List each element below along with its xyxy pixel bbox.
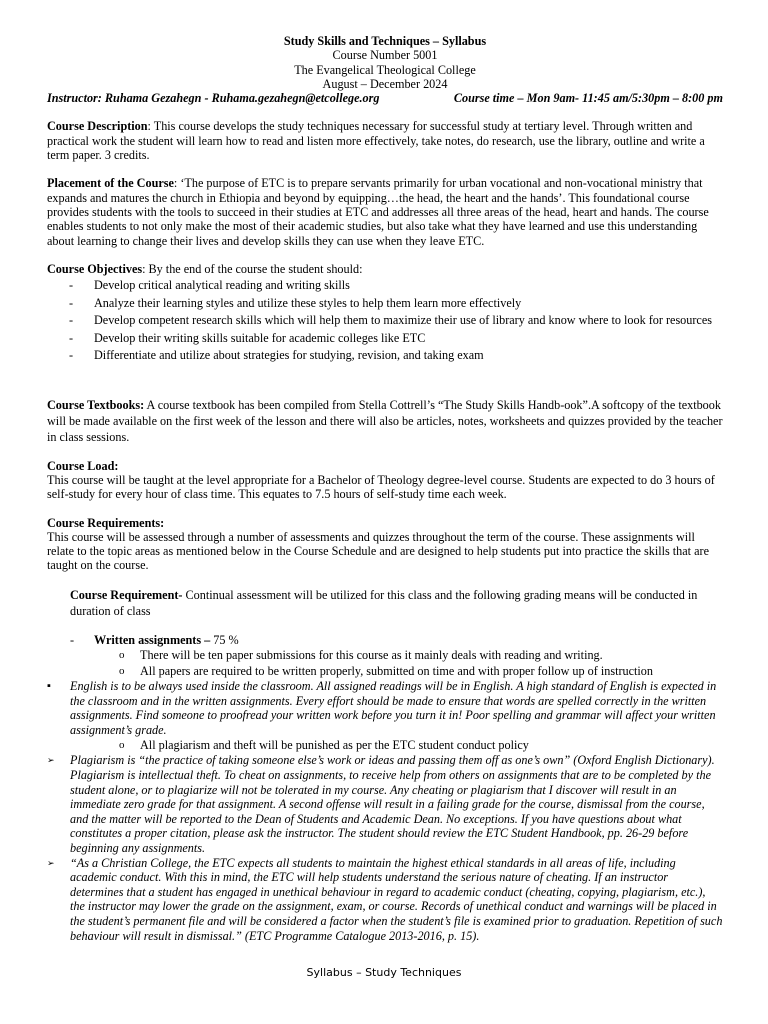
course-description-label: Course Description (47, 119, 148, 134)
objective-item: - Develop their writing skills suitable for academic colleges like ETC (47, 331, 723, 347)
course-placement-label: Placement of the Course (47, 176, 174, 191)
ethical-conduct-policy: ➢ “As a Christian College, the ETC expects all students to maintain the highest ethical standards in all areas of life, including academic conduct. With this in mind, the ETC will help students understand the serious nature of cheating. If an instructor determines that a student has engaged in unethical behaviour in regard to academic conduct (cheating, copying, plagiarism, etc.), the instructor may lower the grade on the assignment, exam, or course. Records of unethical conduct and warnings will be placed in the student’s permanent file and will be considered a factor when the student’s file is examined prior to graduation. Repetition of such behaviour will result in dismissal.” (ETC Programme Catalogue 2013-2016, p. 15). (47, 856, 723, 944)
english-policy: ▪ English is to be always used inside the classroom. All assigned readings will be in English. A high standard of English is expected in the classroom and in the written assignments. Every effort should be made to ensure that words are spelled correctly in the written assignments. Find someone to proofread your written work before you turn it in! Poor spelling and grammar will affect your written assignment’s grade. (47, 679, 723, 737)
written-sub-item: o There will be ten paper submissions for this course as it mainly deals with reading and writing. (47, 647, 723, 663)
course-objectives-text: : By the end of the course the student should: (142, 261, 363, 276)
course-load-label: Course Load: (47, 458, 119, 473)
course-placement-text: : ‘The purpose of ETC is to prepare servants primarily for urban vocational and non-vocational ministry that expands and matures the church in Ethiopia and beyond by equipping…the head, the heart and the hands’. This foundational course provides students with the tools to succeed in their studies at ETC and addresses all three areas of the head, heart and hands. The course enables students to not only make the most of their academic studies, but also take what they have learned and use this understanding about learning to change their lives and develop skills they can use when they leave ETC. (47, 176, 709, 248)
course-load-text: This course will be taught at the level appropriate for a Bachelor of Theology degree-level course. Students are expected to do 3 hours of self-study for every hour of class time. This equates to 7.5 hours of self-study time each week. (47, 472, 715, 502)
course-description-text: : This course develops the study techniques necessary for successful study at tertiary level. Through written and practical work the student will learn how to read and listen more effectively, take notes, do research, use the library, outline and write a term paper. 3 credits. (47, 119, 705, 163)
course-time: Course time – Mon 9am- 11:45 am/5:30pm – 8:00 pm (453, 91, 723, 106)
written-sub-item: o All plagiarism and theft will be punished as per the ETC student conduct policy (47, 737, 723, 753)
course-textbooks-text: A course textbook has been compiled from Stella Cottrell’s “The Study Skills Handb-ook”.A softcopy of the textbook will be made available on the first week of the lesson and there will also be articles, notes, worksheets and quizzes provided by the teacher in class sessions. (47, 397, 723, 444)
course-objectives-list (47, 278, 723, 364)
course-requirement-grading (70, 587, 723, 619)
course-requirement-label: Course Requirement- (70, 587, 183, 602)
written-assignments-weight: 75 % (210, 632, 239, 647)
document-header (47, 34, 723, 91)
objective-item: - Differentiate and utilize about strategies for studying, revision, and taking exam (47, 348, 723, 364)
instructor-info: Instructor: Ruhama Gezahegn - Ruhama.gezahegn@etcollege.org (47, 91, 380, 106)
course-placement (47, 176, 723, 247)
written-assignments-label: Written assignments – (94, 632, 211, 647)
course-requirements (47, 516, 723, 573)
course-load (47, 459, 723, 502)
course-description (47, 119, 723, 162)
plagiarism-policy: ➢ Plagiarism is “the practice of taking someone else’s work or ideas and passing them off as one’s own” (Oxford English Dictionary). Plagiarism is intellectual theft. To cheat on assignments, to receive help from others on assignments that are to be completed by the student alone, or to plagiarize will not be tolerated in my course. Any cheating or plagiarism that I discover will result in an immediate zero grade for that assignment. A second offense will result in a failing grade for the course, dismissal from the course, and the matter will be reported to the Dean of Students and Academic Dean. No exceptions. If you have questions about what constitutes a proper citation, please ask the instructor. The student should review the ETC Student Handbook, pp. 26-29 before beginning any assignments. (47, 753, 723, 855)
objective-item: - Develop critical analytical reading and writing skills (47, 278, 723, 294)
course-requirements-label: Course Requirements: (47, 515, 165, 530)
document-title: Study Skills and Techniques – Syllabus (283, 34, 487, 48)
course-requirements-text: This course will be assessed through a number of assessments and quizzes throughout the term of the course. These assignments will relate to the topic areas as mentioned below in the Course Schedule and are designed to help students put into practice the skills that are taught on the course. (47, 529, 709, 573)
college-name: The Evangelical Theological College (294, 62, 476, 77)
written-assignments (47, 633, 723, 647)
course-number: Course Number 5001 (332, 48, 438, 63)
written-sub-item: o All papers are required to be written properly, submitted on time and with proper follow up of instruction (47, 663, 723, 679)
course-objectives-intro (47, 262, 723, 276)
instructor-line (47, 91, 723, 105)
course-textbooks (47, 397, 723, 445)
course-textbooks-label: Course Textbooks: (47, 397, 145, 412)
syllabus-page (47, 34, 723, 943)
course-term: August – December 2024 (322, 76, 448, 91)
course-objectives-label: Course Objectives (47, 261, 143, 276)
page-footer: Syllabus – Study Techniques (306, 966, 462, 979)
objective-item: - Develop competent research skills which will help them to maximize their use of library and know where to look for resources (47, 313, 723, 329)
course-requirement-text: Continual assessment will be utilized for this class and the following grading means will be conducted in duration of class (70, 587, 698, 618)
objective-item: - Analyze their learning styles and utilize these styles to help them learn more effectively (47, 296, 723, 312)
